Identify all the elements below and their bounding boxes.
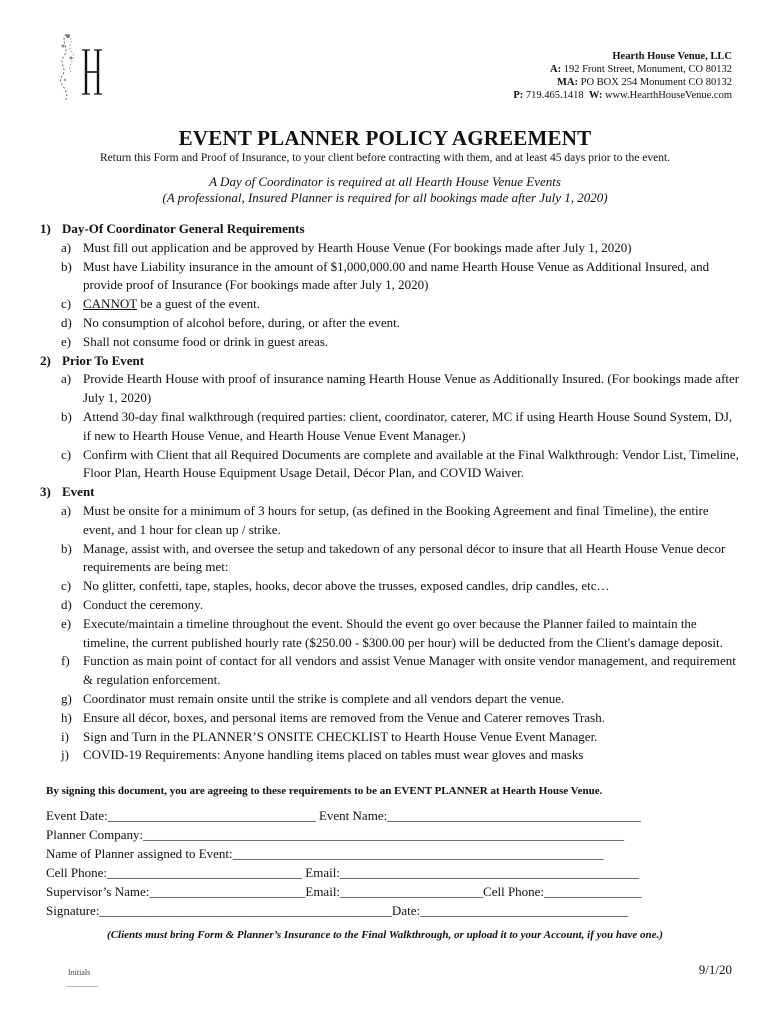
initials-label: Initials	[68, 968, 91, 977]
document-title: EVENT PLANNER POLICY AGREEMENT	[178, 126, 592, 150]
list-item: c) CANNOT be a guest of the event.	[61, 296, 261, 312]
list-item: c) Confirm with Client that all Required Documents are complete and available at the Final Walkthrough: Vendor List, Timeline, Floor Plan, Hearth House Equipment Usage Detail, Décor Plan, and COVID Waiver.	[61, 446, 739, 481]
list-item: e) Shall not consume food or drink in guest areas.	[61, 333, 329, 349]
list-item: a) Must be onsite for a minimum of 3 hours for setup, (as defined in the Booking Agreement and final Timeline), the entire event, and 1 hour for clean up / strike.	[61, 502, 709, 537]
supervisor-field[interactable]: Supervisor’s Name:________________________Email:______________________Cell Phone:_______________	[46, 884, 642, 899]
list-item: j) COVID-19 Requirements: Anyone handling items placed on tables must wear gloves and masks	[61, 747, 584, 763]
list-item: i) Sign and Turn in the PLANNER’S ONSITE CHECKLIST to Hearth House Venue Event Manager.	[61, 728, 598, 744]
list-item: d) No consumption of alcohol before, during, or after the event.	[61, 314, 400, 330]
hearth-house-logo	[52, 28, 112, 104]
list-item: g) Coordinator must remain onsite until the strike is complete and all vendors depart the venue.	[61, 690, 565, 706]
list-item: a) Must fill out application and be approved by Hearth House Venue (For bookings made after July 1, 2020)	[61, 239, 632, 255]
section-heading: 2) Prior To Event	[40, 352, 145, 368]
list-item: c) No glitter, confetti, tape, staples, hooks, decor above the trusses, exposed candles, drip candles, etc…	[61, 578, 610, 594]
company-mail-address: MA: PO BOX 254 Monument CO 80132	[556, 77, 732, 88]
planner-name-field[interactable]: Name of Planner assigned to Event:_________________________________________________________	[46, 846, 604, 861]
form-fields	[46, 806, 642, 920]
company-address: A: 192 Front Street, Monument, CO 80132	[549, 64, 732, 75]
list-item: d) Conduct the ceremony.	[61, 596, 204, 612]
initials-line[interactable]	[66, 986, 98, 987]
requirements-sections	[40, 220, 740, 765]
page-date: 9/1/20	[698, 962, 732, 977]
clients-note: (Clients must bring Form & Planner’s Insurance to the Final Walkthrough, or upload it to your Account, if you have one.)	[107, 929, 663, 941]
list-item: b) Attend 30-day final walkthrough (required parties: client, coordinator, caterer, MC if using Hearth House Sound System, DJ, if new to Hearth House Venue, and Hearth House Venue Event Manager.)	[61, 408, 733, 443]
signing-statement: By signing this document, you are agreeing to these requirements to be an EVENT PLANNER at Hearth House Venue.	[46, 785, 603, 797]
company-contact: P: 719.465.1418 W: www.HearthHouseVenue.com	[513, 90, 732, 101]
event-date-name-field[interactable]: Event Date:________________________________ Event Name:_______________________________________	[46, 808, 641, 823]
section-heading: 1) Day-Of Coordinator General Requirements	[40, 221, 305, 236]
list-item: b) Must have Liability insurance in the amount of $1,000,000.00 and name Hearth House Venue as Additional Insured, and provide proof of Insurance (For bookings made after July 1, 2020)	[61, 258, 710, 293]
list-item: b) Manage, assist with, and oversee the setup and takedown of any personal décor to insure that all Hearth House Venue decor requirements are being met:	[61, 540, 726, 575]
cannot-emphasis: CANNOT	[83, 296, 137, 312]
instruction-text: Return this Form and Proof of Insurance, to your client before contracting with them, and at least 45 days prior to the event.	[99, 152, 671, 164]
coordinator-note: A Day of Coordinator is required at all Hearth House Venue Events (A professional, Insured Planner is required for all bookings made after July 1, 2020)	[162, 174, 608, 205]
planner-company-field[interactable]: Planner Company:__________________________________________________________________________	[46, 827, 625, 842]
company-info	[513, 50, 732, 102]
list-item: e) Execute/maintain a timeline throughout the event. Should the event go over because the Planner failed to maintain the timeline, the current published hourly rate ($250.00 - $300.00 per hour) will be deducted from the Client's damage deposit.	[61, 615, 723, 650]
list-item: a) Provide Hearth House with proof of insurance naming Hearth House Venue as Additionally Insured. (For bookings made after July 1, 2020)	[61, 371, 740, 406]
cell-phone-email-field[interactable]: Cell Phone:______________________________ Email:______________________________________________	[46, 865, 639, 880]
section-heading: 3) Event	[40, 484, 95, 500]
signature-date-field[interactable]: Signature:_____________________________________________Date:________________________________	[46, 903, 629, 918]
list-item: h) Ensure all décor, boxes, and personal items are removed from the Venue and Caterer removes Trash.	[61, 709, 605, 725]
company-name: Hearth House Venue, LLC	[612, 51, 732, 62]
list-item: f) Function as main point of contact for all vendors and assist Venue Manager with onsite vendor management, and requirement & regulation enforcement.	[61, 653, 736, 688]
